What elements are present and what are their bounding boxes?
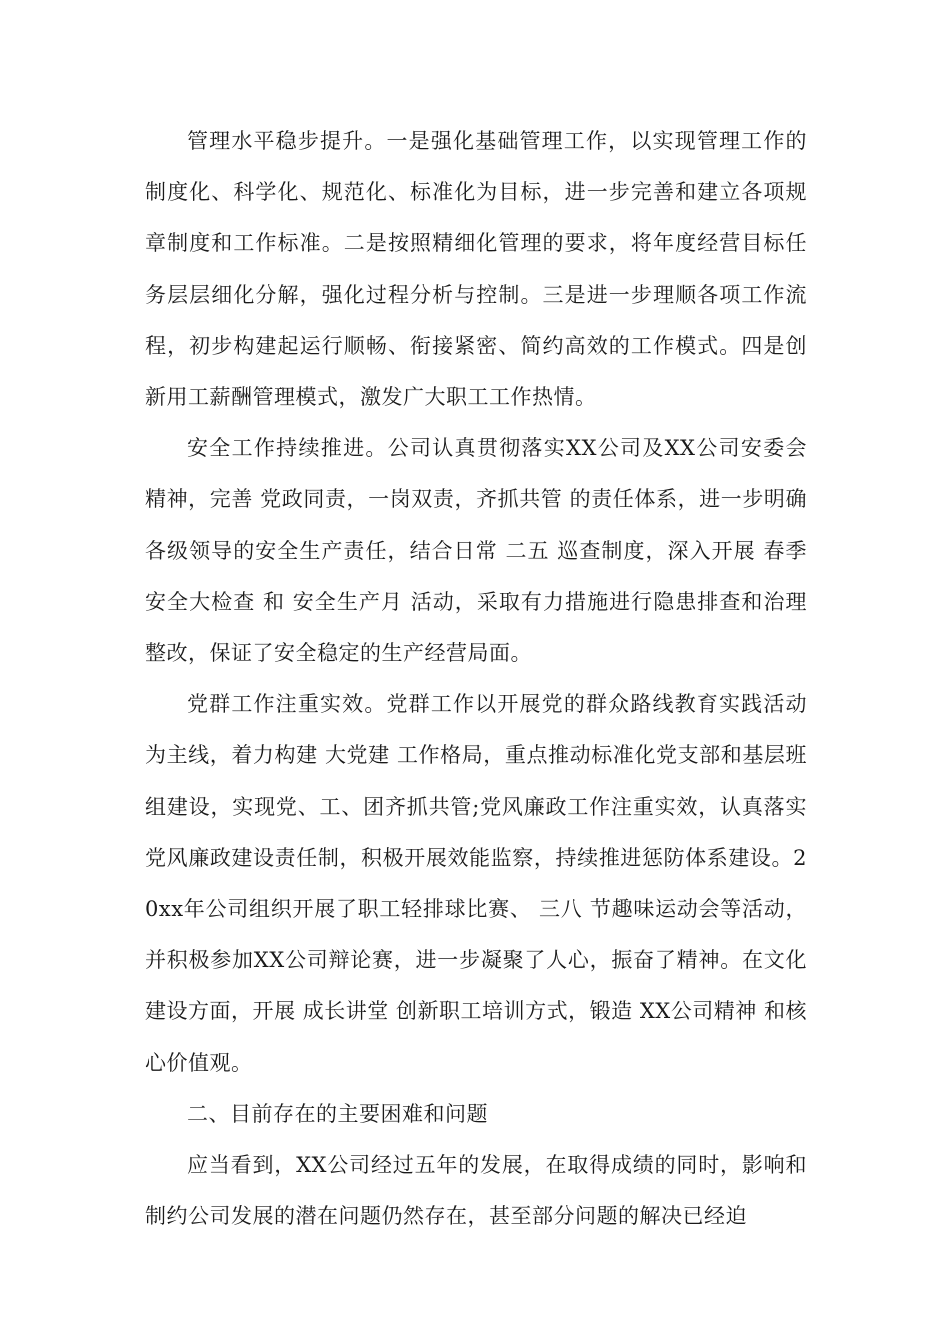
paragraph-management: 管理水平稳步提升。一是强化基础管理工作，以实现管理工作的制度化、科学化、规范化、标准化为目标，进一步完善和建立各项规章制度和工作标准。二是按照精细化管理的要求，将年度经营目标任务层层细化分解，强化过程分析与控制。三是进一步理顺各项工作流程，初步构建起运行顺畅、衔接紧密、简约高效的工作模式。四是创新用工薪酬管理模式，激发广大职工工作热情。 (145, 129, 807, 410)
paragraph-problems: 应当看到，XX公司经过五年的发展，在取得成绩的同时，影响和制约公司发展的潜在问题仍然存在，甚至部分问题的解决已经迫 (145, 1153, 807, 1229)
paragraph-safety: 安全工作持续推进。公司认真贯彻落实XX公司及XX公司安委会精神，完善 党政同责，一岗双责，齐抓共管 的责任体系，进一步明确各级领导的安全生产责任，结合日常 二五 巡查制度，深入开展 春季安全大检查 和 安全生产月 活动，采取有力措施进行隐患排查和治理整改，保证了安全稳定的生产经营局面。 (145, 436, 807, 666)
section-heading-problems: 二、目前存在的主要困难和问题 (187, 1101, 488, 1126)
document-body (145, 116, 807, 1242)
paragraph-party-work: 党群工作注重实效。党群工作以开展党的群众路线教育实践活动为主线，着力构建 大党建 工作格局，重点推动标准化党支部和基层班组建设，实现党、工、团齐抓共管;党风廉政工作注重实效，认真落实党风廉政建设责任制，积极开展效能监察，持续推进惩防体系建设。20xx年公司组织开展了职工轻排球比赛、 三八 节趣味运动会等活动，并积极参加XX公司辩论赛，进一步凝聚了人心，振奋了精神。在文化建设方面，开展 成长讲堂 创新职工培训方式，锻造 XX公司精神 和核心价值观。 (145, 692, 807, 1075)
